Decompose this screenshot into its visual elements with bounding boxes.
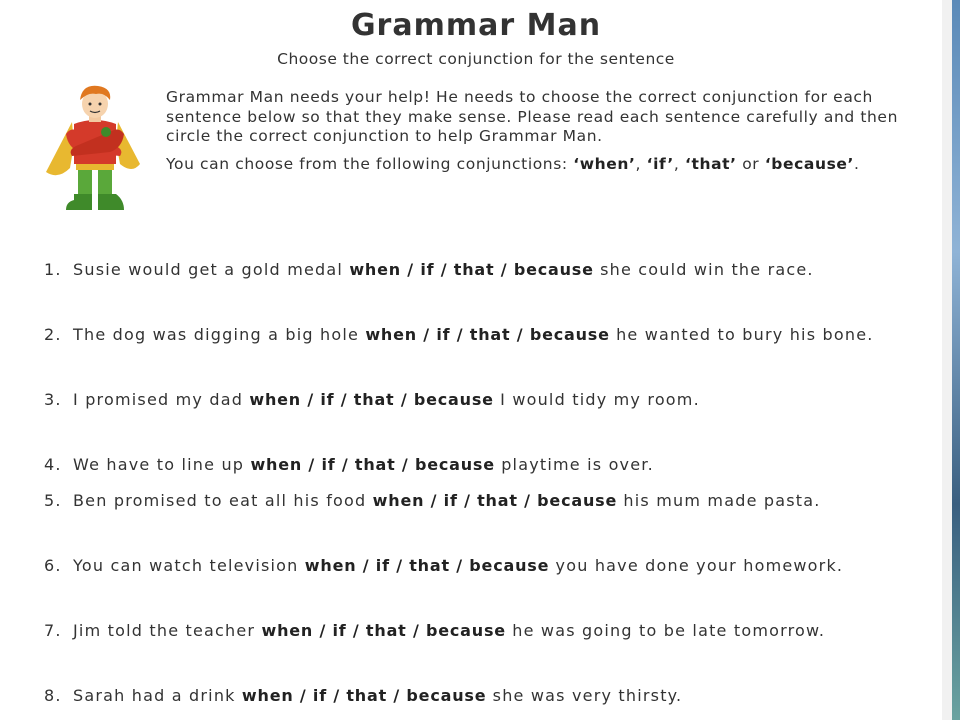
choices-suffix: . xyxy=(854,154,860,173)
choices-prefix: You can choose from the following conjunctions: xyxy=(166,154,574,173)
choice-separator: , xyxy=(673,154,685,173)
question-number: 5. xyxy=(44,491,62,510)
question-list xyxy=(44,256,924,718)
question-text-before: Sarah had a drink xyxy=(73,686,242,705)
question-text-before: We have to line up xyxy=(73,455,251,474)
question-item xyxy=(44,617,924,682)
question-text-after: she was very thirsty. xyxy=(486,686,683,705)
question-number: 6. xyxy=(44,556,62,575)
conjunction-options[interactable]: when / if / that / because xyxy=(349,260,594,279)
page-title: Grammar Man xyxy=(350,8,602,43)
question-number: 1. xyxy=(44,260,62,279)
question-number: 4. xyxy=(44,455,62,474)
page-edge-shadow xyxy=(942,0,952,720)
conjunction-options[interactable]: when / if / that / because xyxy=(261,621,506,640)
question-number: 2. xyxy=(44,325,62,344)
conjunction-options[interactable]: when / if / that / because xyxy=(372,491,618,510)
question-item xyxy=(44,256,924,321)
question-text-before: Susie would get a gold medal xyxy=(73,260,350,279)
instructions xyxy=(166,88,906,174)
conjunction-options[interactable]: when / if / that / because xyxy=(365,325,610,344)
choice-that: ‘that’ xyxy=(684,154,737,173)
question-text-after: you have done your homework. xyxy=(549,556,844,575)
question-item xyxy=(44,321,924,386)
question-text-after: I would tidy my room. xyxy=(493,390,700,409)
question-text-after: he wanted to bury his bone. xyxy=(609,325,874,344)
question-text-before: You can watch television xyxy=(73,556,305,575)
choice-if: ‘if’ xyxy=(646,154,674,173)
question-text-after: playtime is over. xyxy=(494,455,654,474)
instructions-paragraph: Grammar Man needs your help! He needs to choose the correct conjunction for each sentence below so that they make sense. Please read each sentence carefully and then circle the correct conjunction to help Grammar Man. xyxy=(166,88,898,145)
question-number: 8. xyxy=(44,686,62,705)
question-item xyxy=(44,451,924,487)
question-item xyxy=(44,386,924,451)
question-number: 3. xyxy=(44,390,62,409)
superhero-icon xyxy=(40,84,150,216)
question-text-after: he was going to be late tomorrow. xyxy=(505,621,826,640)
question-item xyxy=(44,487,924,552)
page-subtitle: Choose the correct conjunction for the sentence xyxy=(277,50,675,68)
question-item xyxy=(44,552,924,617)
question-text-after: his mum made pasta. xyxy=(617,491,821,510)
question-item xyxy=(44,682,924,718)
conjunction-options[interactable]: when / if / that / because xyxy=(241,686,487,705)
question-text-before: Ben promised to eat all his food xyxy=(73,491,373,510)
conjunction-options[interactable]: when / if / that / because xyxy=(250,455,495,474)
question-text-before: Jim told the teacher xyxy=(73,621,262,640)
conjunction-choices xyxy=(166,155,906,175)
choice-separator: or xyxy=(736,154,765,173)
question-text-after: she could win the race. xyxy=(593,260,814,279)
window-edge-strip xyxy=(952,0,960,720)
choice-because: ‘because’ xyxy=(764,154,855,173)
choice-separator: , xyxy=(635,154,647,173)
choice-when: ‘when’ xyxy=(573,154,636,173)
question-text-before: The dog was digging a big hole xyxy=(73,325,366,344)
question-text-before: I promised my dad xyxy=(73,390,250,409)
question-number: 7. xyxy=(44,621,62,640)
conjunction-options[interactable]: when / if / that / because xyxy=(304,556,550,575)
conjunction-options[interactable]: when / if / that / because xyxy=(249,390,494,409)
